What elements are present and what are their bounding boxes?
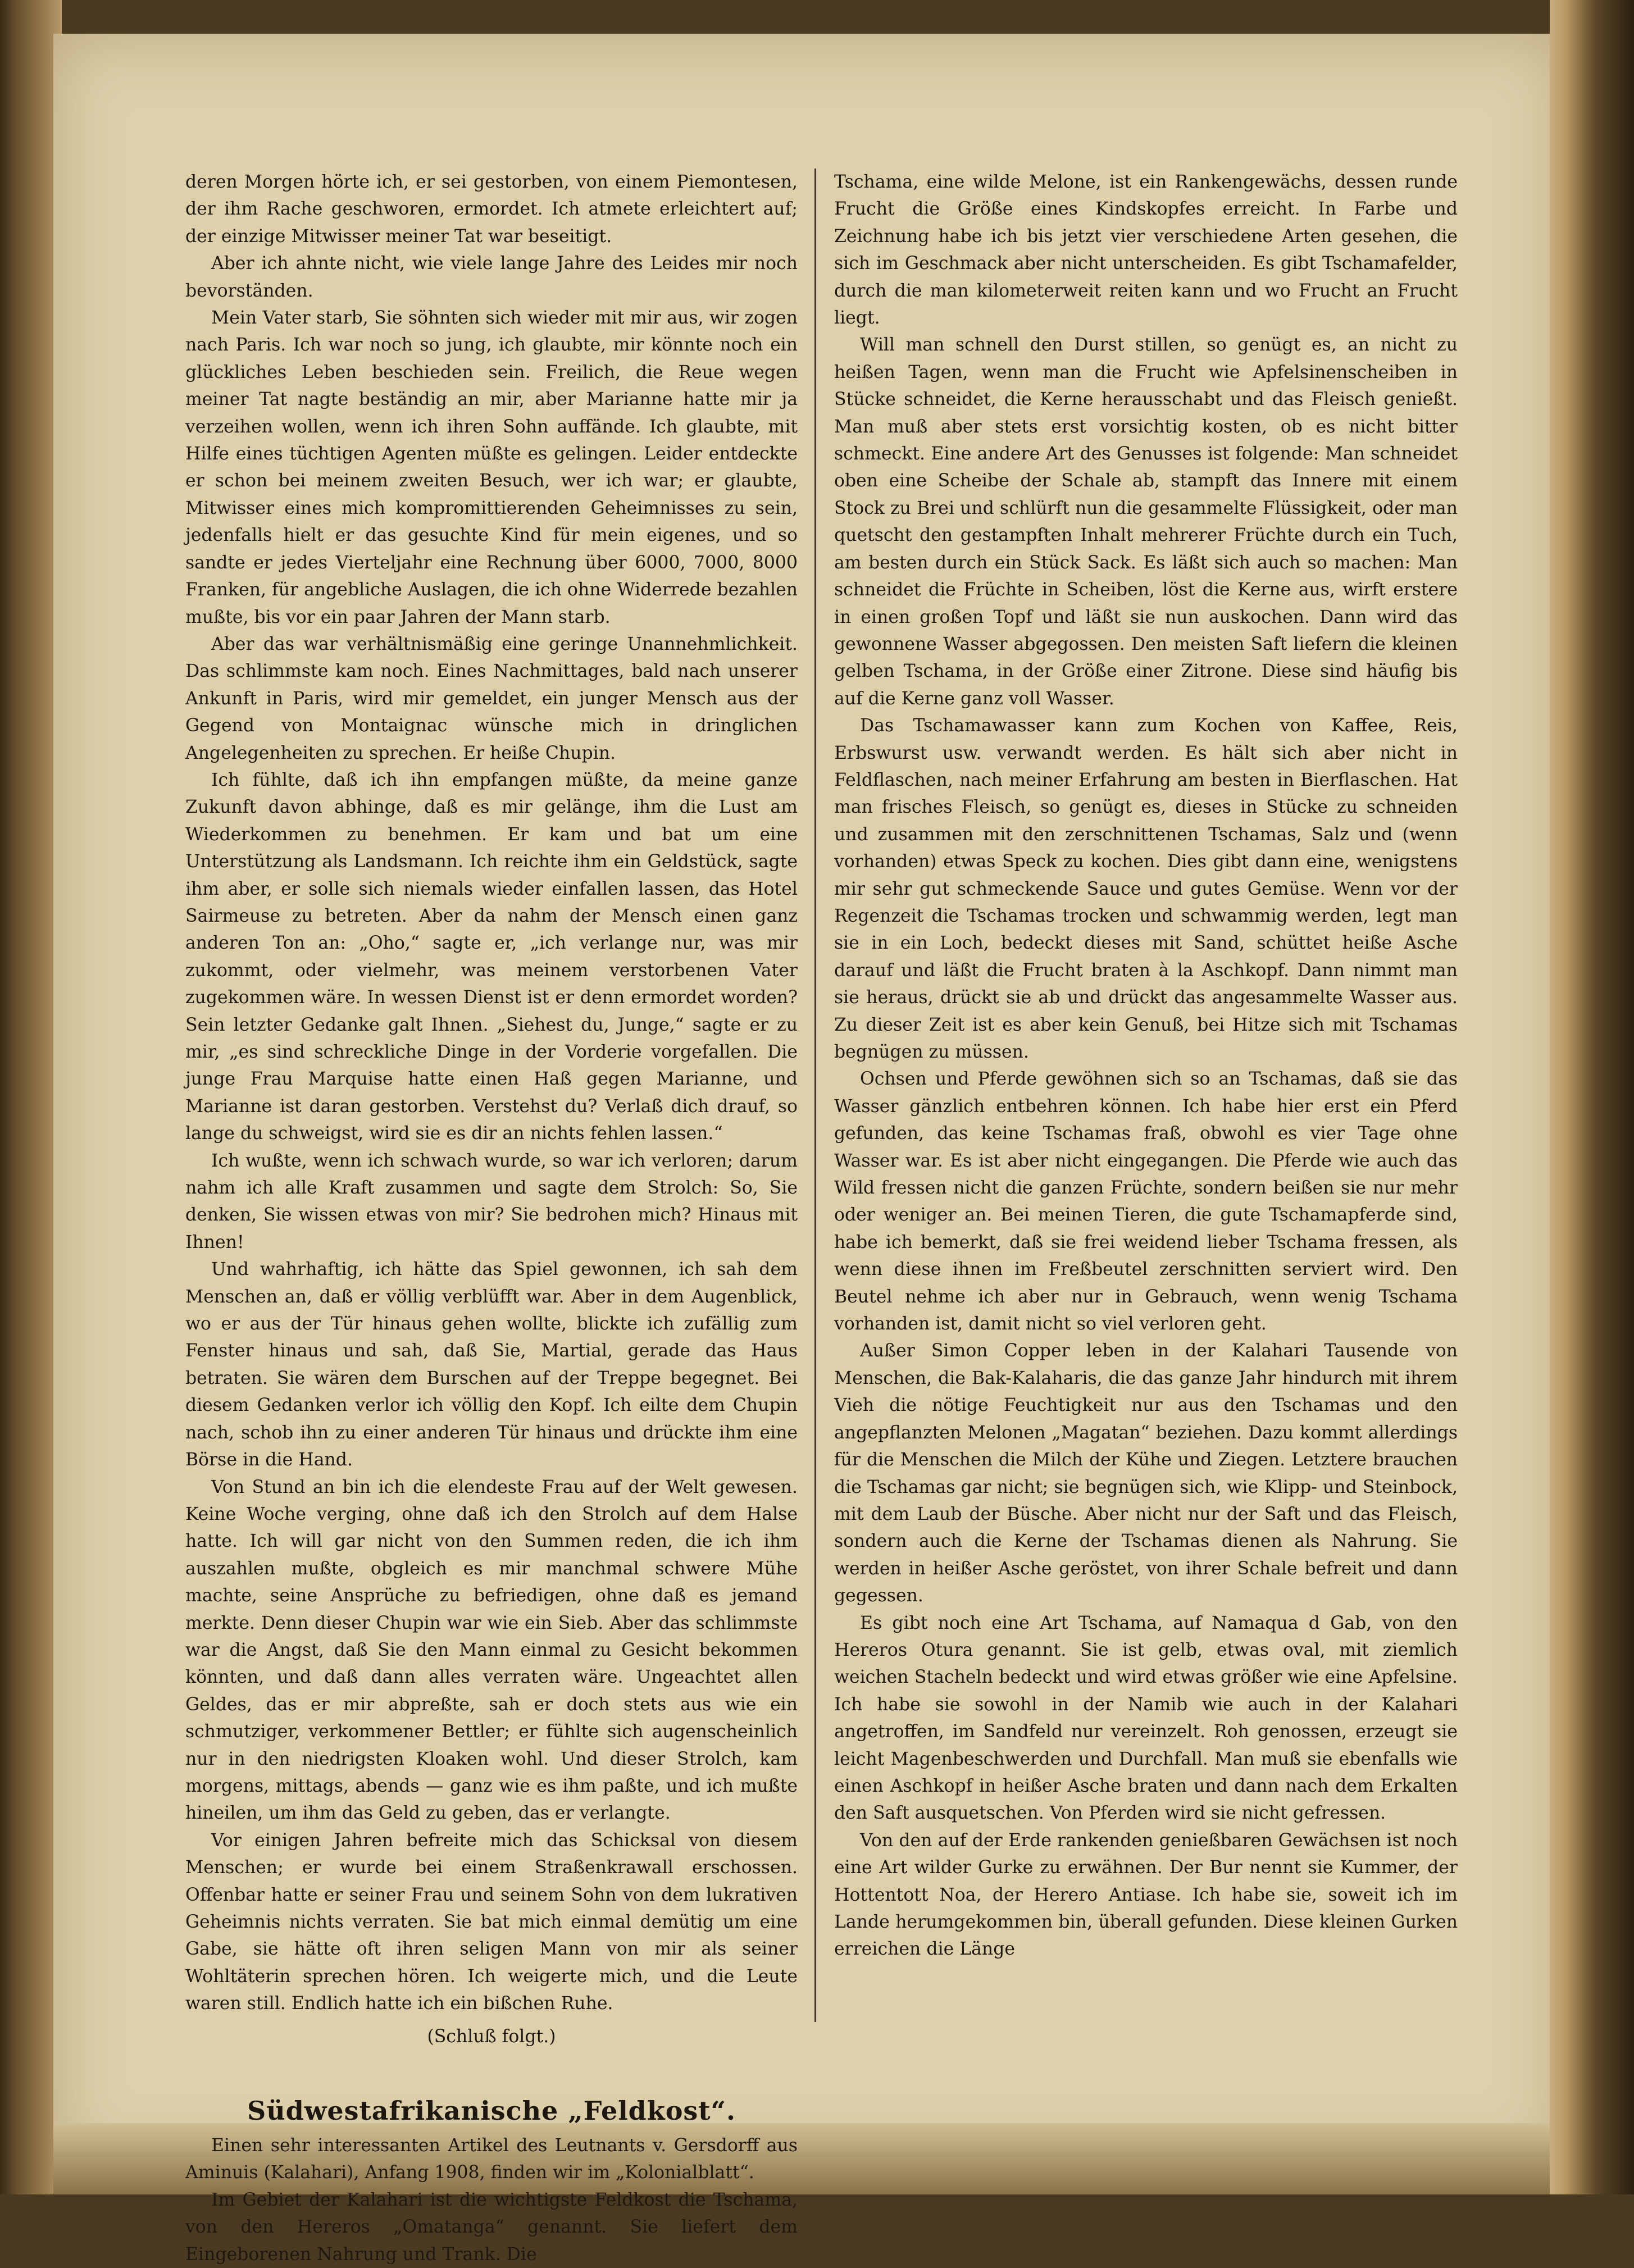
paragraph: Von Stund an bin ich die elendeste Frau auf der Welt gewesen. Keine Woche verging, ohne daß ich den Strolch auf dem Halse hatte. Ich will gar nicht von den Summen reden, die ich ihm auszahlen mußte, obgleich es mir manchmal schwere Mühe machte, seine Ansprüche zu befriedigen, ohne daß es jemand merkte. Denn dieser Chupin war wie ein Sieb. Aber das schlimmste war die Angst, daß Sie den Mann einmal zu Gesicht bekommen könnten, und daß dann alles verraten wäre. Ungeachtet allen Geldes, das er mir abpreßte, sah er doch stets aus wie ein schmutziger, verkommener Bettler; er fühlte sich augenscheinlich nur in den niedrigsten Kloaken wohl. Und dieser Strolch, kam morgens, mittags, abends — ganz wie es ihm paßte, und ich mußte hineilen, um ihm das Geld zu geben, das er verlangte. bbox=[185, 1477, 798, 1824]
paragraph: Will man schnell den Durst stillen, so genügt es, an nicht zu heißen Tagen, wenn man die Frucht wie Apfelsinenscheiben in Stücke schneidet, die Kerne herausschabt und das Fleisch genießt. Man muß aber stets erst vorsichtig kosten, ob es nicht bitter schmeckt. Eine andere Art des Genusses ist folgende: Man schneidet oben eine Scheibe der Schale ab, stampft das Innere mit einem Stock zu Brei und schlürft nun die gesammelte Flüssigkeit, oder man quetscht den gestampften Inhalt mehrerer Früchte durch ein Tuch, am besten durch ein Stück Sack. Es läßt sich auch so machen: Man schneidet die Früchte in Scheiben, löst die Kerne aus, wirft erstere in einen großen Topf und läßt sie nun auskochen. Dann wird das gewonnene Wasser abgegossen. Den meisten Saft liefern die kleinen gelben Tschama, in der Größe einer Zitrone. Diese sind häufig bis auf die Kerne ganz voll Wasser. bbox=[834, 335, 1458, 709]
continuation-note: (Schluß folgt.) bbox=[427, 2026, 556, 2047]
paragraph: Es gibt noch eine Art Tschama, auf Namaqua d Gab, von den Hereros Otura genannt. Sie ist gelb, etwas oval, mit ziemlich weichen Stacheln bedeckt und wird etwas größer wie eine Apfelsine. Ich habe sie sowohl in der Namib wie auch in der Kalahari angetroffen, im Sandfeld nur vereinzelt. Roh genossen, erzeugt sie leicht Magenbeschwerden und Durchfall. Man muß sie ebenfalls wie einen Aschkopf in heißer Asche braten und dann nach dem Erkalten den Saft ausquetschen. Von Pferden wird sie nicht gefressen. bbox=[834, 1613, 1458, 1824]
paragraph: Außer Simon Copper leben in der Kalahari Tausende von Menschen, die Bak-Kalaharis, die das ganze Jahr hindurch mit ihrem Vieh die nötige Feuchtigkeit nur aus den Tschamas und den angepflanzten Melonen „Magatan“ beziehen. Dazu kommt allerdings für die Menschen die Milch der Kühe und Ziegen. Letztere brauchen die Tschamas gar nicht; sie begnügen sich, wie Klipp- und Steinbock, mit dem Laub der Büsche. Aber nicht nur der Saft und das Fleisch, sondern auch die Kerne der Tschamas dienen als Nahrung. Sie werden in heißer Asche geröstet, von ihrer Schale befreit und dann gegessen. bbox=[834, 1341, 1458, 1606]
paragraph: Ochsen und Pferde gewöhnen sich so an Tschamas, daß sie das Wasser gänzlich entbehren können. Ich habe hier erst ein Pferd gefunden, das keine Tschamas fraß, obwohl es vier Tage ohne Wasser war. Es ist aber nicht eingegangen. Die Pferde wie auch das Wild fressen nicht die ganzen Früchte, sondern beißen sie nur mehr oder weniger an. Bei meinen Tieren, die gute Tschamapferde sind, habe ich bemerkt, daß sie frei weidend lieber Tschama fressen, als wenn diese ihnen im Freßbeutel zerschnitten serviert wird. Den Beutel nehme ich aber nur in Gebrauch, wenn wenig Tschama vorhanden ist, damit nicht so viel verloren geht. bbox=[834, 1069, 1458, 1335]
paragraph: Aber ich ahnte nicht, wie viele lange Jahre des Leides mir noch bevorständen. bbox=[185, 253, 798, 301]
right-column bbox=[834, 168, 1458, 1963]
book-edge-left bbox=[0, 0, 62, 2194]
paragraph: Im Gebiet der Kalahari ist die wichtigste Feldkost die Tschama, von den Hereros „Omatanga“ genannt. Sie liefert dem Eingeborenen Nahrung und Trank. Die bbox=[185, 2189, 798, 2265]
book-edge-right bbox=[1550, 0, 1634, 2194]
paragraph: Einen sehr interessanten Artikel des Leutnants v. Gersdorff aus Aminuis (Kalahari), Anfang 1908, finden wir im „Kolonialblatt“. bbox=[185, 2135, 798, 2183]
paragraph: Tschama, eine wilde Melone, ist ein Rankengewächs, dessen runde Frucht die Größe eines Kindskopfes erreicht. In Farbe und Zeichnung habe ich bis jetzt vier verschiedene Arten gesehen, die sich im Geschmack aber nicht unterscheiden. Es gibt Tschamafelder, durch die man kilometerweit reiten kann und wo Frucht an Frucht liegt. bbox=[834, 172, 1458, 329]
article-title: Südwestafrikanische „Feldkost“. bbox=[247, 2096, 736, 2126]
paragraph: deren Morgen hörte ich, er sei gestorben, von einem Piemontesen, der ihm Rache geschworen, ermordet. Ich atmete erleichtert auf; der einzige Mitwisser meiner Tat war beseitigt. bbox=[185, 172, 798, 247]
column-divider bbox=[814, 168, 816, 2022]
paragraph: Von den auf der Erde rankenden genießbaren Gewächsen ist noch eine Art wilder Gurke zu erwähnen. Der Bur nennt sie Kummer, der Hottentott Noa, der Herero Antiase. Ich habe sie, soweit ich im Lande herumgekommen bin, überall gefunden. Diese kleinen Gurken erreichen die Länge bbox=[834, 1830, 1458, 1960]
paragraph: Mein Vater starb, Sie söhnten sich wieder mit mir aus, wir zogen nach Paris. Ich war noch so jung, ich glaubte, mir könnte noch ein glückliches Leben beschieden sein. Freilich, die Reue wegen meiner Tat nagte beständig an mir, aber Marianne hatte mir ja verzeihen wollen, wenn ich ihren Sohn auffände. Ich glaubte, mit Hilfe eines tüchtigen Agenten müßte es gelingen. Leider entdeckte er schon bei meinem zweiten Besuch, wer ich war; er glaubte, Mitwisser eines mich kompromittierenden Geheimnisses zu sein, jedenfalls hielt er das gesuchte Kind für mein eigenes, und so sandte er jedes Vierteljahr eine Rechnung über 6000, 7000, 8000 Franken, für angebliche Auslagen, die ich ohne Widerrede bezahlen mußte, bis vor ein paar Jahren der Mann starb. bbox=[185, 308, 798, 627]
paragraph: Aber das war verhältnismäßig eine geringe Unannehmlichkeit. Das schlimmste kam noch. Eines Nachmittages, bald nach unserer Ankunft in Paris, wird mir gemeldet, ein junger Mensch aus der Gegend von Montaignac wünsche mich in dringlichen Angelegenheiten zu sprechen. Er heiße Chupin. bbox=[185, 634, 798, 763]
paragraph: Und wahrhaftig, ich hätte das Spiel gewonnen, ich sah dem Menschen an, daß er völlig verblüfft war. Aber in dem Augenblick, wo er aus der Tür hinaus gehen wollte, blickte ich zufällig zum Fenster hinaus und sah, daß Sie, Martial, gerade das Haus betraten. Sie wären dem Burschen auf der Treppe begegnet. Bei diesem Gedanken verlor ich völlig den Kopf. Ich eilte dem Chupin nach, schob ihn zu einer anderen Tür hinaus und drückte ihm eine Börse in die Hand. bbox=[185, 1259, 798, 1470]
paragraph: Ich fühlte, daß ich ihn empfangen müßte, da meine ganze Zukunft davon abhinge, daß es mir gelänge, ihm die Lust am Wiederkommen zu benehmen. Er kam und bat um eine Unterstützung als Landsmann. Ich reichte ihm ein Geldstück, sagte ihm aber, er solle sich niemals wieder einfallen lassen, das Hotel Sairmeuse zu betreten. Aber da nahm der Mensch einen ganz anderen Ton an: „Oho,“ sagte er, „ich verlange nur, was mir zukommt, oder vielmehr, was meinem verstorbenen Vater zugekommen wäre. In wessen Dienst ist er denn ermordet worden? Sein letzter Gedanke galt Ihnen. „Siehest du, Junge,“ sagte er zu mir, „es sind schreckliche Dinge in der Vorderie vorgefallen. Die junge Frau Marquise hatte einen Haß gegen Marianne, und Marianne ist daran gestorben. Verstehst du? Verlaß dich drauf, so lange du schweigst, wird sie es dir an nichts fehlen lassen.“ bbox=[185, 769, 798, 1144]
left-column bbox=[185, 168, 798, 2268]
paragraph: Das Tschamawasser kann zum Kochen von Kaffee, Reis, Erbswurst usw. verwandt werden. Es hält sich aber nicht in Feldflaschen, nach meiner Erfahrung am besten in Bierflaschen. Hat man frisches Fleisch, so genügt es, dieses in Stücke zu schneiden und zusammen mit den zerschnittenen Tschamas, Salz und (wenn vorhanden) etwas Speck zu kochen. Dies gibt dann eine, wenigstens mir sehr gut schmeckende Sauce und gutes Gemüse. Wenn vor der Regenzeit die Tschamas trocken und schwammig werden, legt man sie in ein Loch, bedeckt dieses mit Sand, schüttet heiße Asche darauf und läßt die Frucht braten à la Aschkopf. Dann nimmt man sie heraus, drückt sie ab und drückt das angesammelte Wasser aus. Zu dieser Zeit ist es aber kein Genuß, bei Hitze sich mit Tschamas begnügen zu müssen. bbox=[834, 716, 1458, 1062]
paragraph: Vor einigen Jahren befreite mich das Schicksal von diesem Menschen; er wurde bei einem Straßenkrawall erschossen. Offenbar hatte er seiner Frau und seinem Sohn von dem lukrativen Geheimnis nichts verraten. Sie bat mich einmal demütig um eine Gabe, sie hätte oft ihren seligen Mann von mir als seiner Wohltäterin sprechen hören. Ich weigerte mich, und die Leute waren still. Endlich hatte ich ein bißchen Ruhe. bbox=[185, 1830, 798, 2014]
paragraph: Ich wußte, wenn ich schwach wurde, so war ich verloren; darum nahm ich alle Kraft zusammen und sagte dem Strolch: So, Sie denken, Sie wissen etwas von mir? Sie bedrohen mich? Hinaus mit Ihnen! bbox=[185, 1150, 798, 1253]
